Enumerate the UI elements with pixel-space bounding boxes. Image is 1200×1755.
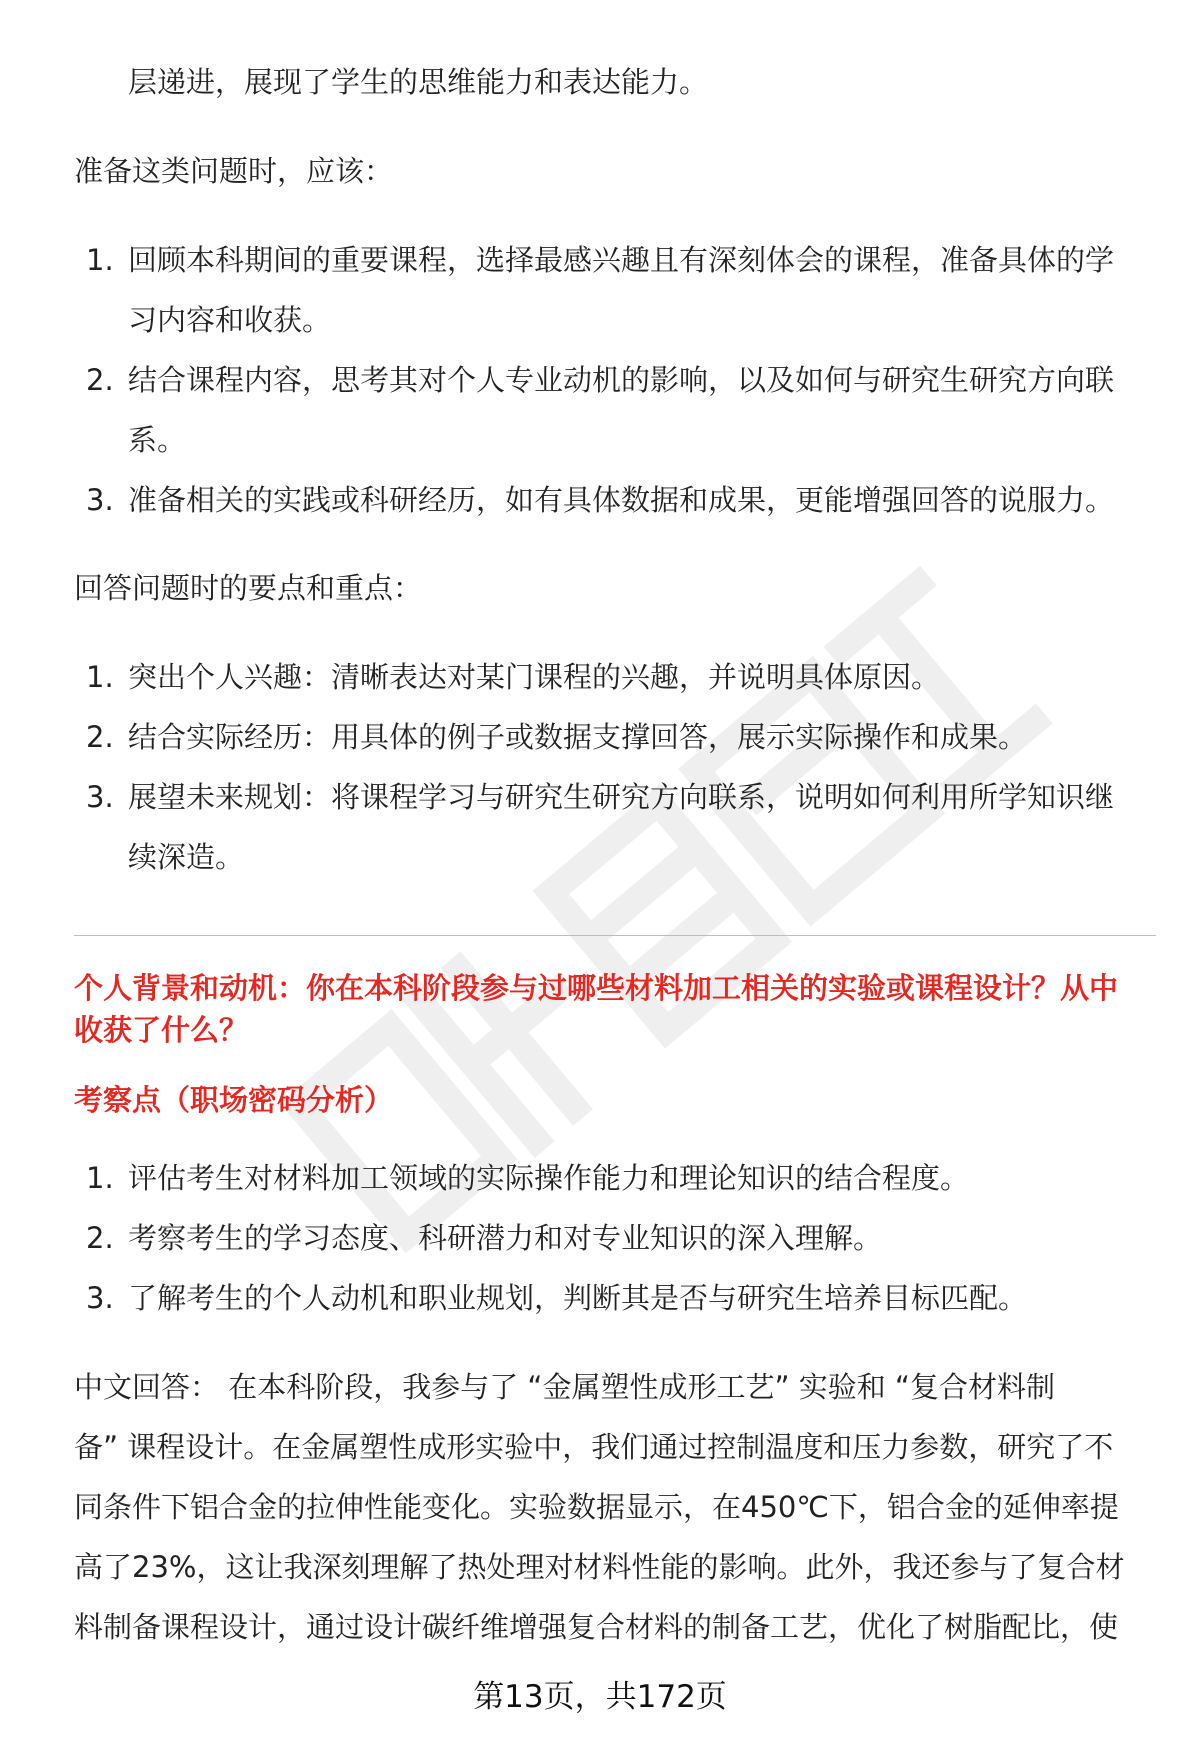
list-item-text-continued: 系。 [128, 423, 187, 457]
list-item-number: 2. [86, 720, 114, 754]
answer-points-heading: 回答问题时的要点和重点： [74, 571, 423, 605]
paragraph-line: 备” 课程设计。在金属塑性成形实验中，我们通过控制温度和压力参数，研究了不 [74, 1430, 1114, 1464]
list-item-text: 突出个人兴趣：清晰表达对某门课程的兴趣，并说明具体原因。 [128, 660, 941, 694]
list-item-text: 回顾本科期间的重要课程，选择最感兴趣且有深刻体会的课程，准备具体的学 [128, 243, 1115, 277]
list-item-text: 结合课程内容，思考其对个人专业动机的影响，以及如何与研究生研究方向联 [128, 363, 1115, 397]
list-item-number: 1. [86, 243, 114, 277]
paragraph-line: 料制备课程设计，通过设计碳纤维增强复合材料的制备工艺，优化了树脂配比，使 [74, 1610, 1119, 1644]
list-item-text: 结合实际经历：用具体的例子或数据支撑回答，展示实际操作和成果。 [128, 720, 1028, 754]
paragraph-line: 高了23%，这让我深刻理解了热处理对材料性能的影响。此外，我还参与了复合材 [74, 1550, 1125, 1584]
list-item-text: 展望未来规划：将课程学习与研究生研究方向联系，说明如何利用所学知识继 [128, 780, 1115, 814]
list-item-number: 2. [86, 1221, 114, 1255]
list-item-number: 2. [86, 363, 114, 397]
intro-continuation-text: 层递进，展现了学生的思维能力和表达能力。 [128, 65, 709, 99]
list-item-text: 评估考生对材料加工领域的实际操作能力和理论知识的结合程度。 [128, 1161, 970, 1195]
section-divider [74, 935, 1156, 936]
list-item-text: 了解考生的个人动机和职业规划，判断其是否与研究生培养目标匹配。 [128, 1281, 1028, 1315]
page-number-footer: 第13页，共172页 [473, 1679, 727, 1715]
question-heading: 个人背景和动机：你在本科阶段参与过哪些材料加工相关的实验或课程设计？从中 [74, 971, 1119, 1005]
question-heading-continued: 收获了什么？ [74, 1013, 249, 1047]
list-item-number: 1. [86, 660, 114, 694]
list-item-number: 3. [86, 483, 114, 517]
list-item-number: 3. [86, 1281, 114, 1315]
list-item-text: 准备相关的实践或科研经历，如有具体数据和成果，更能增强回答的说服力。 [128, 483, 1115, 517]
list-item-number: 1. [86, 1161, 114, 1195]
list-item-text-continued: 习内容和收获。 [128, 303, 332, 337]
list-item-text-continued: 续深造。 [128, 840, 245, 874]
prepare-heading: 准备这类问题时，应该： [74, 154, 394, 188]
paragraph-line: 中文回答： 在本科阶段，我参与了 “金属塑性成形工艺” 实验和 “复合材料制 [74, 1370, 1055, 1404]
exam-points-heading: 考察点（职场密码分析） [74, 1083, 394, 1117]
list-item-text: 考察考生的学习态度、科研潜力和对专业知识的深入理解。 [128, 1221, 883, 1255]
paragraph-line: 同条件下铝合金的拉伸性能变化。实验数据显示，在450℃下，铝合金的延伸率提 [74, 1490, 1119, 1524]
list-item-number: 3. [86, 780, 114, 814]
